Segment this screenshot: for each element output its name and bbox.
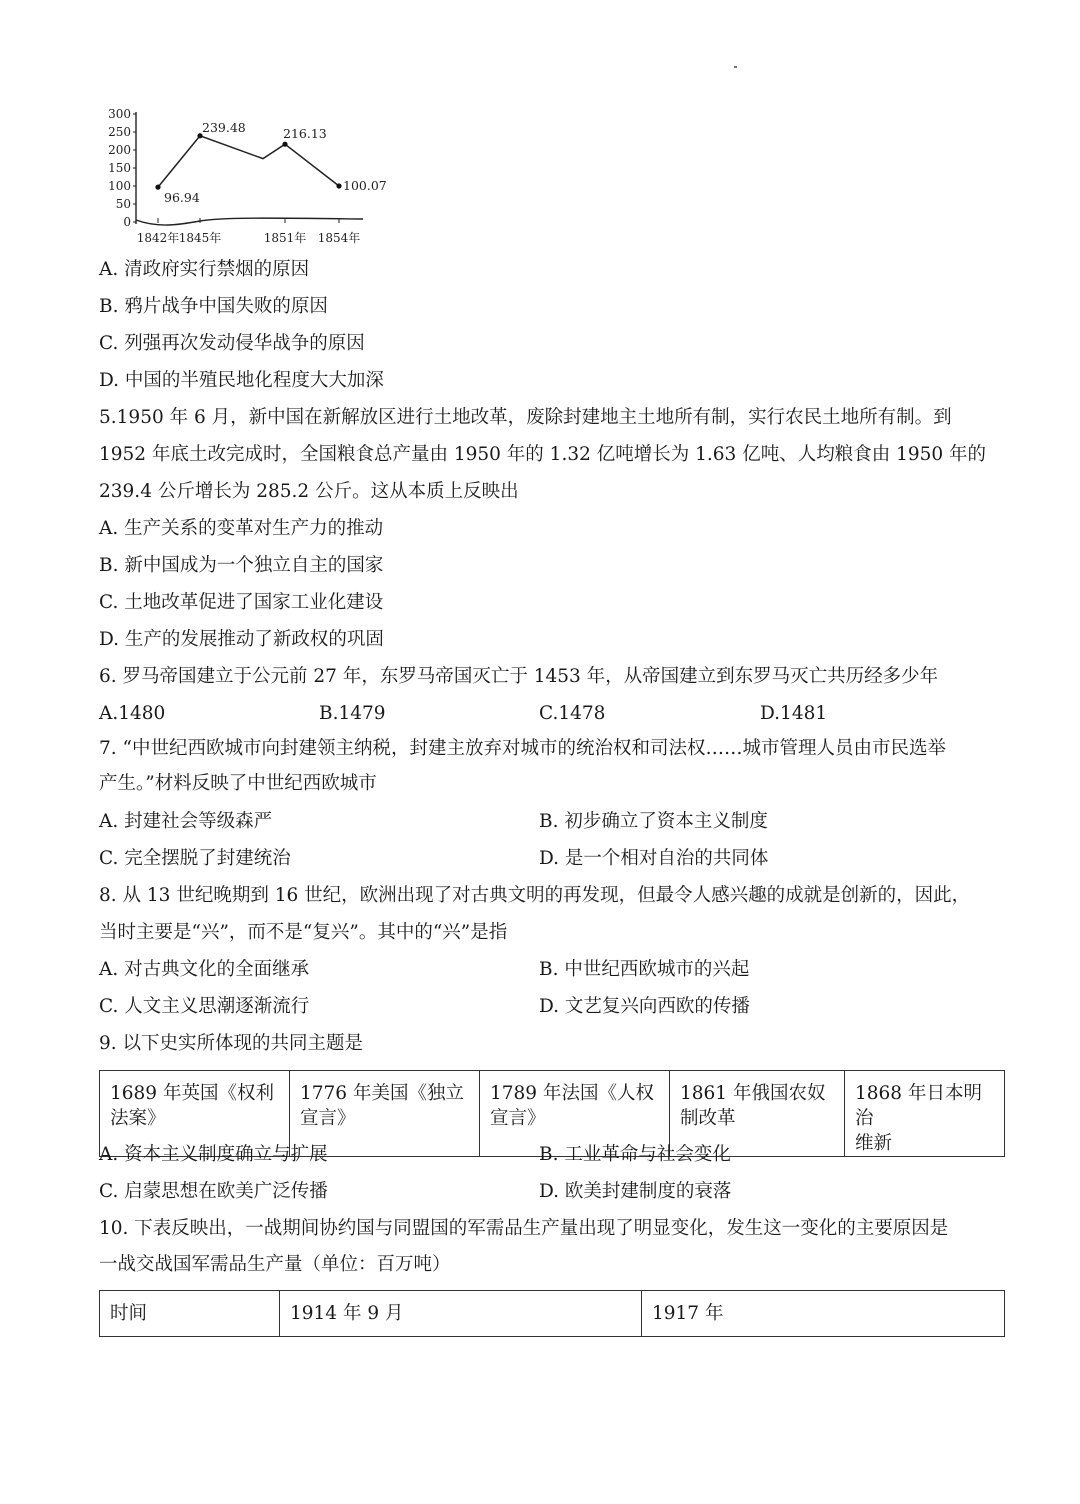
data-point xyxy=(155,185,160,190)
q5-option-a: A. 生产关系的变革对生产力的推动 xyxy=(99,518,384,539)
q4-option-d: D. 中国的半殖民地化程度大大加深 xyxy=(99,370,384,391)
x-tick-label: 1845年 xyxy=(178,231,222,244)
q5-stem-line-2: 1952 年底土改完成时，全国粮食总产量由 1950 年的 1.32 亿吨增长为 1.63 亿吨、人均粮食由 1950 年的 xyxy=(99,444,987,465)
q9-option-c: C. 启蒙思想在欧美广泛传播 xyxy=(99,1181,328,1202)
y-tick-label: 300 xyxy=(108,107,131,121)
q5-stem-line-3: 239.4 公斤增长为 285.2 公斤。这从本质上反映出 xyxy=(99,481,519,502)
table-cell: 1789 年法国《人权 宣言》 xyxy=(480,1071,670,1157)
q7-option-b: B. 初步确立了资本主义制度 xyxy=(539,811,768,832)
table-cell: 1776 年美国《独立 宣言》 xyxy=(290,1071,480,1157)
data-label: 239.48 xyxy=(202,119,246,135)
q6-option-c: C.1478 xyxy=(539,703,606,724)
x-axis-ticks xyxy=(137,218,361,244)
series-line xyxy=(158,136,339,187)
data-label: 100.07 xyxy=(343,177,387,193)
data-point xyxy=(282,142,287,147)
y-tick-label: 0 xyxy=(123,215,131,229)
q6-stem: 6. 罗马帝国建立于公元前 27 年，东罗马帝国灭亡于 1453 年，从帝国建立到东罗马灭亡共历经多少年 xyxy=(99,666,939,687)
x-tick-label: 1842年 xyxy=(136,231,180,244)
scan-dot xyxy=(734,66,737,68)
q6-option-b: B.1479 xyxy=(319,703,386,724)
q8-option-a: A. 对古典文化的全面继承 xyxy=(99,959,310,980)
y-tick-label: 150 xyxy=(108,161,131,175)
q8-option-b: B. 中世纪西欧城市的兴起 xyxy=(539,959,750,980)
x-axis-line xyxy=(136,218,363,225)
table-header-row xyxy=(100,1291,1005,1337)
x-tick-label: 1851年 xyxy=(263,231,307,244)
q7-stem-line-1: 7. “中世纪西欧城市向封建领主纳税，封建主放弃对城市的统治权和司法权……城市管理人员由市民选举 xyxy=(99,738,946,759)
q5-option-b: B. 新中国成为一个独立自主的国家 xyxy=(99,555,384,576)
q9-option-d: D. 欧美封建制度的衰落 xyxy=(539,1181,732,1202)
q5-option-d: D. 生产的发展推动了新政权的巩固 xyxy=(99,629,384,650)
q9-stem: 9. 以下史实所体现的共同主题是 xyxy=(99,1033,364,1054)
q9-option-a: A. 资本主义制度确立与扩展 xyxy=(99,1144,328,1165)
q9-option-b: B. 工业革命与社会变化 xyxy=(539,1144,731,1165)
y-tick-label: 50 xyxy=(115,197,131,211)
x-tick-label: 1854年 xyxy=(317,231,361,244)
table-cell: 1689 年英国《权利 法案》 xyxy=(100,1071,290,1157)
q7-option-d: D. 是一个相对自治的共同体 xyxy=(539,848,769,869)
table-header-cell: 时间 xyxy=(100,1291,280,1337)
y-axis-ticks xyxy=(108,107,136,229)
table-header-cell: 1917 年 xyxy=(642,1291,1005,1337)
q7-option-c: C. 完全摆脱了封建统治 xyxy=(99,848,291,869)
table-cell: 1861 年俄国农奴 制改革 xyxy=(670,1071,845,1157)
q6-option-a: A.1480 xyxy=(99,703,166,724)
data-label: 216.13 xyxy=(283,126,327,142)
table-cell: 1868 年日本明治 维新 xyxy=(845,1071,1005,1157)
q8-stem-line-2: 当时主要是“兴”，而不是“复兴”。其中的“兴”是指 xyxy=(99,922,508,943)
q8-option-c: C. 人文主义思潮逐渐流行 xyxy=(99,996,310,1017)
data-label: 96.94 xyxy=(164,190,200,206)
q8-option-d: D. 文艺复兴向西欧的传播 xyxy=(539,996,750,1017)
q6-option-d: D.1481 xyxy=(760,703,828,724)
y-tick-label: 200 xyxy=(108,143,131,157)
q10-table-caption: 一战交战国军需品生产量（单位：百万吨） xyxy=(99,1254,451,1275)
line-chart xyxy=(98,104,388,244)
table-header-cell: 1914 年 9 月 xyxy=(280,1291,642,1337)
chart-series xyxy=(155,120,386,205)
y-tick-label: 250 xyxy=(108,125,131,139)
q10-stem: 10. 下表反映出，一战期间协约国与同盟国的军需品生产量出现了明显变化，发生这一变化的主要原因是 xyxy=(99,1218,949,1239)
q5-stem-line-1: 5.1950 年 6 月，新中国在新解放区进行土地改革，废除封建地主土地所有制，实行农民土地所有制。到 xyxy=(99,407,952,428)
q7-option-a: A. 封建社会等级森严 xyxy=(99,811,273,832)
q10-production-table xyxy=(99,1290,1005,1337)
q4-option-b: B. 鸦片战争中国失败的原因 xyxy=(99,296,328,317)
q4-option-a: A. 清政府实行禁烟的原因 xyxy=(99,259,310,280)
q5-option-c: C. 土地改革促进了国家工业化建设 xyxy=(99,592,384,613)
data-point xyxy=(336,183,341,188)
q8-stem-line-1: 8. 从 13 世纪晚期到 16 世纪，欧洲出现了对古典文明的再发现，但最令人感兴趣的成就是创新的，因此， xyxy=(99,885,971,906)
q4-option-c: C. 列强再次发动侵华战争的原因 xyxy=(99,333,365,354)
y-tick-label: 100 xyxy=(108,179,131,193)
q7-stem-line-2: 产生。”材料反映了中世纪西欧城市 xyxy=(99,773,377,794)
